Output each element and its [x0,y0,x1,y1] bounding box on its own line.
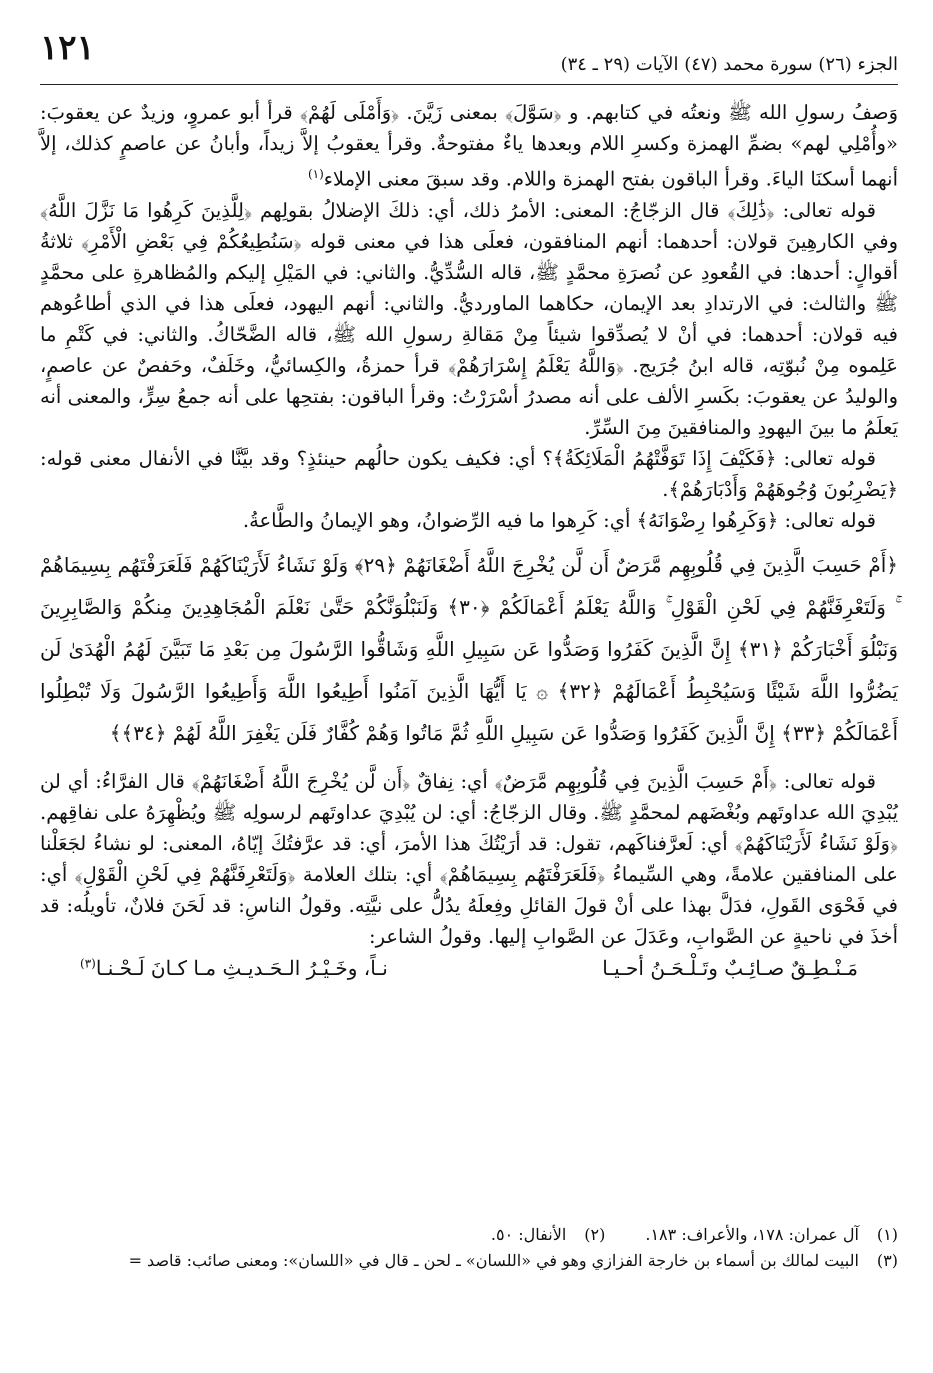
poetry-hemistich-left: نـاً، وخَـيْـرُ الـحَـديـثِ مـا كـانَ لَـحْـنـا$^{(٣)}$ [80,955,388,980]
poetry-verse [40,956,898,980]
footnote-number: (١) [876,1225,898,1244]
commentary-top [40,97,898,536]
commentary-paragraph: قوله تعالى: ﴿وَكَرِهُوا رِضْوَانَهُ﴾ أي: كَرِهوا ما فيه الرِّضوانُ، وهو الإيمانُ والطَّاعةُ. [242,508,876,532]
footnote-item [645,1222,898,1248]
commentary-paragraph: قوله تعالى: ﴿أَمْ حَسِبَ الَّذِينَ فِي قُلُوبِهِم مَّرَضٌ﴾ أي: نِفاقٌ ﴿أَن لَّن يُخْرِجَ اللَّهُ أَضْغَانَهُمْ﴾ قال الفرَّاءُ: أي لن يُبْدِيَ الله عداوتَهم وبُغْضَهم لمحمَّدٍ ﷺ. وقال الزجّاجُ: أي: لن يُبْدِيَ عداوتَهم لرسولِه ﷺ ويُظْهِرَهُ على نفاقِهم. ﴿وَلَوْ نَشَاءُ لَأَرَيْنَاكَهُمْ﴾ أي: لَعرَّفناكَهم، تقول: قد أرَيْتُكَ هذا الأمرَ، أي: قد عرَّفتُكَ إيّاهُ، المعنى: لو نشاءُ لجَعَلْنا على المنافقين علامةً، وهي السِّيماءُ ﴿فَلَعَرَفْتَهُم بِسِيمَاهُمْ﴾ أي: بتلك العلامة ﴿وَلَتَعْرِفَنَّهُمْ فِي لَحْنِ الْقَوْلِ﴾ أي: في فَحْوَى القَولِ، فدَلَّ بهذا على أنْ قولَ القائلِ وفِعلَهُ يدُلُّ على نيَّتِه. وقولُ الناسِ: قد لَحَنَ فلانٌ، تأويلُه: قد أخذَ في ناحيةٍ عن الصَّوابِ، وعَدَلَ عن الصَّوابِ إليها. وقولُ الشاعر: [40,769,898,948]
footnote-number: (٣) [876,1251,898,1270]
commentary-paragraph: قوله تعالى: ﴿فَكَيْفَ إِذَا تَوَفَّتْهُمُ الْمَلَائِكَةُ﴾؟ أي: فكيف يكون حالُهم حينئذٍ؟ وقد بيَّنَّا في الأنفال معنى قوله: ﴿يَضْرِبُونَ وُجُوهَهُمْ وَأَدْبَارَهُمْ﴾. [40,446,898,501]
commentary-paragraph: قوله تعالى: ﴿ذَٰلِكَ﴾ قال الزجّاجُ: المعنى: الأمرُ ذلك، أي: ذلكَ الإضلالُ بقولِهم ﴿لِلَّذِينَ كَرِهُوا مَا نَزَّلَ اللَّهُ﴾ وفي الكارهِينَ قولان: أحدهما: أنهم المنافقون، فعلَى هذا في معنى قوله ﴿سَنُطِيعُكُمْ فِي بَعْضِ الْأَمْرِ﴾ ثلاثةُ أقوالٍ: أحدها: في القُعودِ عن نُصرَةِ محمَّدٍ ﷺ، قاله السُّدِّيُّ. والثاني: في المَيْلِ إليكم والمُظاهرةِ على محمَّدٍ ﷺ والثالث: في الارتدادِ بعد الإيمان، حكاهما الماورديُّ. والثاني: أنهم اليهود، فعلَى هذا في الذي أطاعُوهم فيه قولان: أحدهما: في أنْ لا يُصدِّقوا شيئاً مِنْ مَقالةِ رسولِ الله ﷺ، قاله الضَّحّاكُ. والثاني: في كَتْمِ ما عَلِموه مِنْ نُبوّتِه، قاله ابنُ جُرَيج. ﴿وَاللَّهُ يَعْلَمُ إِسْرَارَهُمْ﴾ قرأ حمزةُ، والكِسائيُّ، وخَلَفٌ، وحَفصٌ عن عاصمٍ، والوليدُ عن يعقوبَ: بكَسرِ الألف على أنه مصدرُ أسْرَرْتُ: وقرأ الباقون: بفتحِها على أنه جمعُ سِرٍّ، والمعنى أنه يَعلَمُ ما بينَ اليهودِ والمنافقينَ مِنَ السِّرِّ. [40,198,898,439]
footnote-text: البيت لمالك بن أسماء بن خارجة الفزازي وهو في «اللسان» ـ لحن ـ قال في «اللسان»: ومعنى صائب: قاصد = [128,1251,859,1270]
footnote-row [40,1248,898,1274]
footnote-row [40,1222,898,1248]
footnote-number: (٢) [584,1225,606,1244]
commentary-bottom [40,766,898,952]
footnotes [40,1222,898,1274]
quran-verses: ﴿أَمْ حَسِبَ الَّذِينَ فِي قُلُوبِهِم مَّرَضٌ أَن لَّن يُخْرِجَ اللَّهُ أَضْغَانَهُمْ ﴿٢٩﴾ وَلَوْ نَشَاءُ لَأَرَيْنَاكَهُمْ فَلَعَرَفْتَهُم بِسِيمَاهُمْ ۚ وَلَتَعْرِفَنَّهُمْ فِي لَحْنِ الْقَوْلِ ۚ وَاللَّهُ يَعْلَمُ أَعْمَالَكُمْ ﴿٣٠﴾ وَلَنَبْلُوَنَّكُمْ حَتَّىٰ نَعْلَمَ الْمُجَاهِدِينَ مِنكُمْ وَالصَّابِرِينَ وَنَبْلُوَ أَخْبَارَكُمْ ﴿٣١﴾ إِنَّ الَّذِينَ كَفَرُوا وَصَدُّوا عَن سَبِيلِ اللَّهِ وَشَاقُّوا الرَّسُولَ مِن بَعْدِ مَا تَبَيَّنَ لَهُمُ الْهُدَىٰ لَن يَضُرُّوا اللَّهَ شَيْئًا وَسَيُحْبِطُ أَعْمَالَهُمْ ﴿٣٢﴾ ۞ يَا أَيُّهَا الَّذِينَ آمَنُوا أَطِيعُوا اللَّهَ وَأَطِيعُوا الرَّسُولَ وَلَا تُبْطِلُوا أَعْمَالَكُمْ ﴿٣٣﴾ إِنَّ الَّذِينَ كَفَرُوا وَصَدُّوا عَن سَبِيلِ اللَّهِ ثُمَّ مَاتُوا وَهُمْ كُفَّارٌ فَلَن يَغْفِرَ اللَّهُ لَهُمْ ﴿٣٤﴾﴾ [40,552,899,745]
commentary-paragraph: وَصفُ رسولِ الله ﷺ ونعتُه في كتابهم. و ﴿سَوَّلَ﴾ بمعنى زَيَّنَ. ﴿وَأَمْلَى لَهُمْ﴾ قرأ أبو عمروٍ، وزيدٌ عن يعقوبَ: «وأُمْلِي لهم» بضمِّ الهمزة وكسرِ اللام وبعدها ياءٌ مفتوحةٌ. وقرأ يعقوبُ إلاَّ زيداً، وأبانُ عن عاصمٍ كذلك، إلاَّ أنهما أسكنَا الياءَ. وقرأ الباقون بفتح الهمزة واللام. وقد سبقَ معنى الإملاء$^{(١)}$ [40,101,898,191]
footnote-text: آل عمران: ١٧٨، والأعراف: ١٨٣. [645,1225,859,1244]
poetry-hemistich-right: مَـنْـطِـقٌ صـائِـبٌ وتَـلْـحَـنُ أحـيـا [602,955,858,980]
running-head: الجزء (٢٦) سورة محمد (٤٧) الآيات (٢٩ ـ ٣٤) [560,54,898,75]
page-header [40,28,898,85]
footnote-ref[interactable]: (١) [307,167,324,181]
page [40,28,898,980]
footnote-item [491,1222,605,1248]
page-number: ١٢١ [40,28,95,68]
footnote-text: الأنفال: ٥٠. [490,1225,567,1244]
footnote-ref[interactable]: (٣) [80,955,96,970]
footnote-item [129,1248,898,1274]
